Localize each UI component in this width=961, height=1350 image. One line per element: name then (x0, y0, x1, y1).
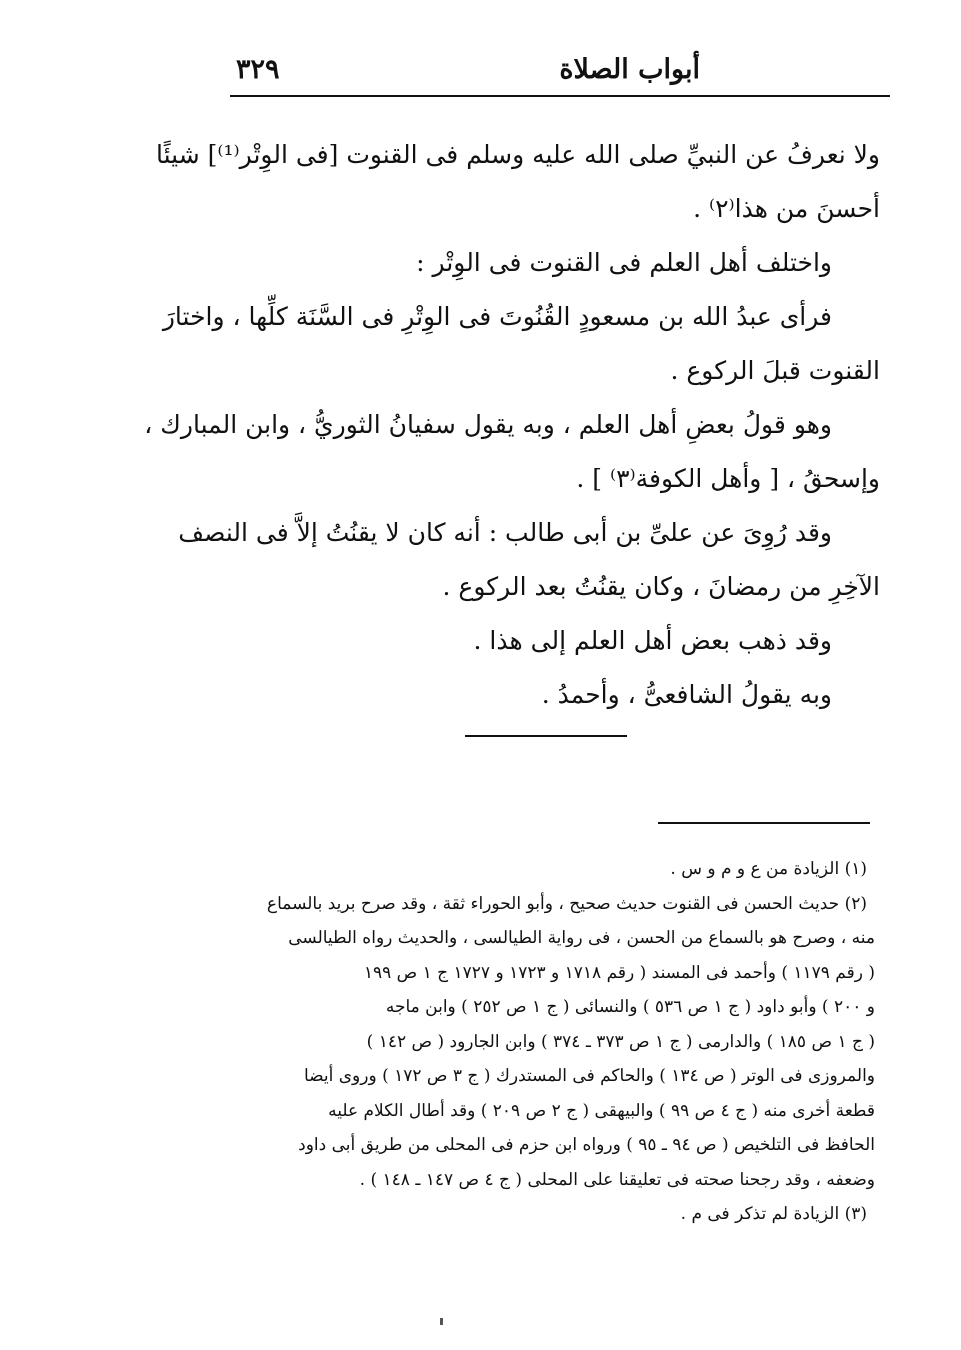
footnote-line: والمروزى فى الوتر ( ص ١٣٤ ) والحاكم فى المستدرك ( ج ٣ ص ١٧٢ ) وروى أيضا (303, 1066, 875, 1086)
text-line: الآخِرِ من رمضانَ ، وكان يقنُتُ بعد الركوع . (442, 572, 880, 601)
footnote-line: وضعفه ، وقد رجحنا صحته فى تعليقنا على المحلى ( ج ٤ ص ١٤٧ ـ ١٤٨ ) . (359, 1169, 875, 1190)
text-line: القنوت قبلَ الركوع . (670, 356, 880, 385)
footnote-line: (٣) الزيادة لم تذكر فى م . (680, 1204, 867, 1224)
text-line: وبه يقولُ الشافعىُّ ، وأحمدُ . (541, 680, 832, 709)
text-line: واختلف أهل العلم فى القنوت فى الوِتْر : (416, 248, 832, 277)
text-line: وإسحقُ ، [ وأهل الكوفة⁽٣⁾ ] . (576, 464, 880, 493)
text-line: وهو قولُ بعضِ أهل العلم ، وبه يقول سفيانُ الثوريُّ ، وابن المبارك ، (144, 410, 832, 439)
text-line: ولا نعرفُ عن النبيِّ صلى الله عليه وسلم فى القنوت [فى الوِتْر⁽¹⁾] شيئًا (155, 140, 880, 169)
main-text (144, 128, 880, 722)
text-line: وقد ذهب بعض أهل العلم إلى هذا . (473, 626, 832, 655)
page-number: ٣٢٩ (236, 54, 280, 85)
text-line: أحسنَ من هذا⁽٢⁾ . (693, 194, 880, 223)
footnotes (205, 852, 875, 1232)
text-line: وقد رُوِىَ عن علىِّ بن أبى طالب : أنه كان لا يقنُتُ إلاَّ فى النصف (178, 518, 832, 547)
footnote-rule (658, 822, 870, 824)
footnote-line: ( ج ١ ص ١٨٥ ) والدارمى ( ج ١ ص ٣٧٣ ـ ٣٧٤ ) وابن الجارود ( ص ١٤٢ ) (366, 1031, 875, 1052)
running-title: أبواب الصلاة (559, 54, 700, 85)
footnote-line: (٢) حديث الحسن فى القنوت حديث صحيح ، وأبو الحوراء ثقة ، وقد صرح بريد بالسماع (266, 893, 867, 914)
footnote-line: منه ، وصرح هو بالسماع من الحسن ، فى رواية الطيالسى ، والحديث رواه الطيالسى (288, 928, 875, 948)
scan-speck (440, 1318, 443, 1325)
footnote-line: و ٢٠٠ ) وأبو داود ( ج ١ ص ٥٣٦ ) والنسائى ( ج ١ ص ٢٥٢ ) وابن ماجه (385, 997, 875, 1017)
section-divider (465, 735, 627, 737)
running-header (230, 48, 890, 92)
footnote-line: ( رقم ١١٧٩ ) وأحمد فى المسند ( رقم ١٧١٨ و ١٧٢٣ و ١٧٢٧ ج ١ ص ١٩٩ (363, 962, 875, 983)
footnote-line: الحافظ فى التلخيص ( ص ٩٤ ـ ٩٥ ) ورواه ابن حزم فى المحلى من طريق أبى داود (298, 1135, 875, 1155)
header-rule (230, 95, 890, 97)
footnote-line: (١) الزيادة من ع و م و س . (670, 859, 867, 879)
text-line: فرأى عبدُ الله بن مسعودٍ القُنُوتَ فى الوِتْرِ فى السَّنَة كلِّها ، واختارَ (162, 302, 832, 331)
footnote-line: قطعة أخرى منه ( ج ٤ ص ٩٩ ) والبيهقى ( ج ٢ ص ٢٠٩ ) وقد أطال الكلام عليه (328, 1100, 875, 1121)
